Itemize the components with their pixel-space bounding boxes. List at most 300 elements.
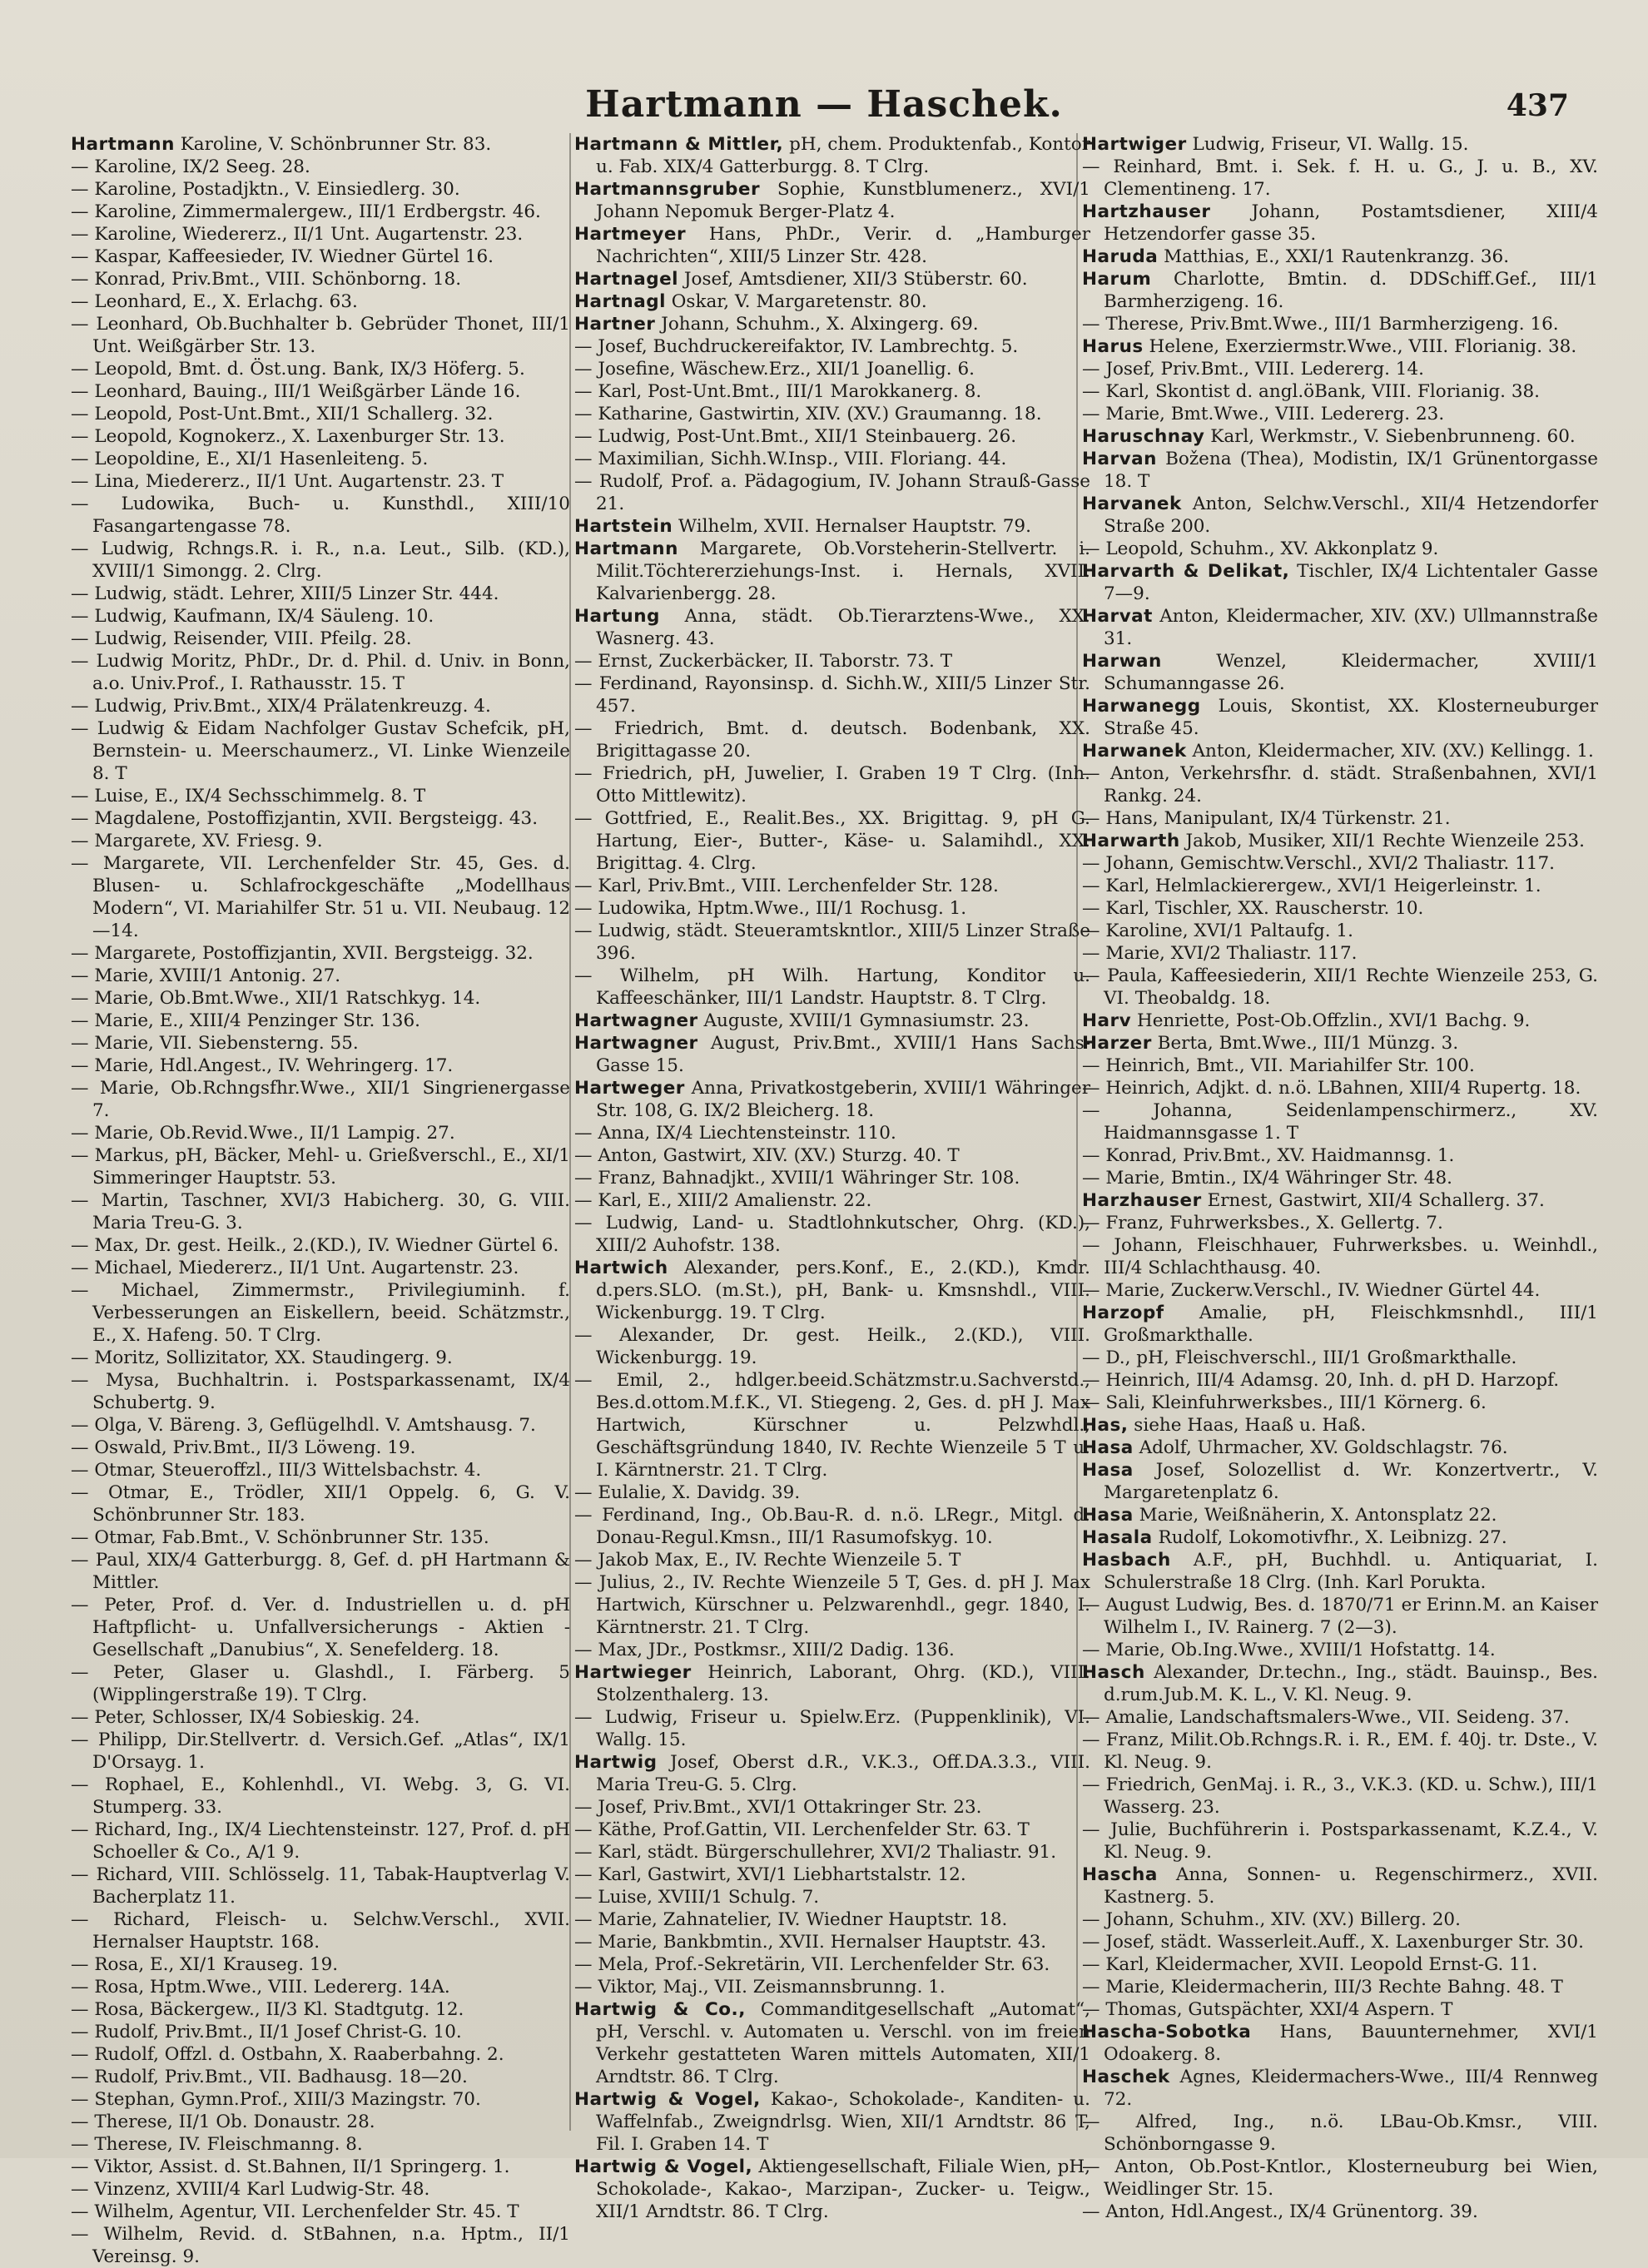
entry-text: Margarete, Ob.Vorsteherin-Stellvertr. i. Milit.Töchtererziehungs-Inst. i. Hernals, XVII. Kalvarienbergg. 28.	[596, 538, 1090, 604]
entry-text: — Magdalene, Postoffizjantin, XVII. Bergsteigg. 43.	[71, 808, 539, 829]
directory-entry	[71, 695, 570, 717]
directory-entry	[71, 2066, 570, 2088]
directory-entry	[1082, 1010, 1598, 1032]
entry-heading-name: Harwan	[1082, 651, 1162, 672]
entry-text: — Marie, XVI/2 Thaliastr. 117.	[1082, 943, 1358, 964]
directory-entry	[71, 942, 570, 965]
entry-text: — Therese, II/1 Ob. Donaustr. 28.	[71, 2112, 375, 2132]
directory-entry	[71, 493, 570, 538]
directory-entry	[574, 223, 1090, 268]
directory-entry	[1082, 1526, 1598, 1549]
directory-entry	[574, 380, 1090, 403]
entry-text: — Ludwig, Priv.Bmt., XIX/4 Prälatenkreuzg. 4.	[71, 696, 491, 717]
entry-text: — Marie, VII. Siebensterng. 55.	[71, 1033, 359, 1054]
directory-entry	[1082, 448, 1598, 493]
directory-entry	[71, 1055, 570, 1077]
directory-entry	[1082, 740, 1598, 762]
entry-text: — Ludwig, Rchngs.R. i. R., n.a. Leut., Silb. (KD.), XVIII/1 Simongg. 2. Clrg.	[71, 538, 570, 582]
entry-text: — Anna, IX/4 Liechtensteinstr. 110.	[574, 1123, 896, 1144]
directory-entry	[1082, 268, 1598, 313]
directory-entry	[71, 201, 570, 223]
entry-text: — Kaspar, Kaffeesieder, IV. Wiedner Gürtel 16.	[71, 246, 494, 267]
entry-text: Agnes, Kleidermachers-Wwe., III/4 Rennweg 72.	[1104, 2067, 1598, 2110]
directory-entry	[71, 2223, 570, 2268]
entry-text: — Richard, VIII. Schlösselg. 11, Tabak-Hauptverlag V. Bacherplatz 11.	[71, 1864, 570, 1908]
entry-text: Anton, Selchw.Verschl., XII/4 Hetzendorfer Straße 200.	[1104, 494, 1598, 537]
entry-text: — Karl, Kleidermacher, XVII. Leopold Ernst-G. 11.	[1082, 1954, 1538, 1975]
directory-entry	[574, 605, 1090, 650]
directory-entry	[1082, 1212, 1598, 1234]
directory-entry	[574, 403, 1090, 425]
directory-entry	[1082, 1819, 1598, 1864]
directory-entry	[1082, 1459, 1598, 1504]
directory-entry	[71, 987, 570, 1010]
directory-entry	[71, 425, 570, 448]
entry-heading-name: Hartwig & Vogel,	[574, 2089, 761, 2110]
entry-text: — Alfred, Ing., n.ö. LBau-Ob.Kmsr., VIII. Schönborngasse 9.	[1082, 2112, 1598, 2155]
directory-entry	[1082, 650, 1598, 695]
entry-text: — Johann, Gemischtw.Verschl., XVI/2 Thaliastr. 117.	[1082, 853, 1555, 874]
directory-entry	[574, 2088, 1090, 2156]
directory-entry	[71, 1549, 570, 1594]
entry-text: — Johann, Schuhm., XIV. (XV.) Billerg. 20.	[1082, 1909, 1461, 1930]
entry-text: Johann, Postamtsdiener, XIII/4 Hetzendorfer gasse 35.	[1104, 201, 1598, 245]
directory-entry	[1082, 695, 1598, 740]
entry-heading-name: Harvarth & Delikat,	[1082, 561, 1290, 582]
entry-text: Karoline, V. Schönbrunner Str. 83.	[174, 134, 492, 155]
directory-entry	[1082, 1661, 1598, 1706]
directory-entry	[1082, 1189, 1598, 1212]
entry-text: — Viktor, Maj., VII. Zeismannsbrunng. 1.	[574, 1977, 946, 1998]
directory-entry	[71, 1189, 570, 1234]
directory-entry	[574, 1212, 1090, 1257]
directory-entry	[1082, 1167, 1598, 1189]
directory-entry	[71, 290, 570, 313]
directory-entry	[1082, 852, 1598, 875]
directory-entry	[574, 290, 1090, 313]
directory-entry	[574, 1504, 1090, 1549]
entry-text: — Julius, 2., IV. Rechte Wienzeile 5 T, Ges. d. pH J. Max Hartwich, Kürschner u. Pelzwarenhdl., gegr. 1840, I. Kärntnerstr. 21. T Clrg.	[574, 1572, 1090, 1638]
entry-heading-name: Hartner	[574, 314, 656, 335]
entry-heading-name: Hartwig	[574, 1752, 658, 1773]
entry-text: — Viktor, Assist. d. St.Bahnen, II/1 Springerg. 1.	[71, 2156, 510, 2177]
entry-text: Hans, PhDr., Verir. d. „Hamburger Nachrichten“, XIII/5 Linzer Str. 428.	[596, 224, 1090, 267]
entry-text: — Karl, Helmlackierergew., XVI/1 Heigerleinstr. 1.	[1082, 876, 1541, 896]
entry-heading-name: Hasa	[1082, 1437, 1134, 1458]
entry-heading-name: Hasch	[1082, 1662, 1145, 1683]
directory-entry	[574, 1032, 1090, 1077]
directory-entry	[71, 1369, 570, 1414]
directory-entry	[574, 1639, 1090, 1661]
entry-heading-name: Harvanek	[1082, 494, 1182, 514]
directory-entry	[1082, 1504, 1598, 1526]
directory-entry	[574, 1167, 1090, 1189]
entry-heading-name: Harv	[1082, 1010, 1132, 1031]
entry-text: — Ludwig, Land- u. Stadtlohnkutscher, Ohrg. (KD.), XIII/2 Auhofstr. 138.	[574, 1213, 1090, 1256]
directory-entry	[574, 178, 1090, 223]
directory-entry	[71, 268, 570, 290]
entry-text: — Wilhelm, Revid. d. StBahnen, n.a. Hptm., II/1 Vereinsg. 9.	[71, 2224, 570, 2267]
entry-text: — Ludwig, Reisender, VIII. Pfeilg. 28.	[71, 628, 412, 649]
entry-text: — Karoline, Wiedererz., II/1 Unt. Augartenstr. 23.	[71, 224, 524, 245]
entry-text: — Paula, Kaffeesiederin, XII/1 Rechte Wienzeile 253, G. VI. Theobaldg. 18.	[1082, 965, 1598, 1009]
directory-entry	[1082, 1279, 1598, 1302]
directory-entry	[1082, 246, 1598, 268]
entry-text: — Ernst, Zuckerbäcker, II. Taborstr. 73. T	[574, 651, 953, 672]
entry-text: Anna, städt. Ob.Tierarztens-Wwe., XX. Wasnerg. 43.	[596, 606, 1090, 649]
entry-text: — Markus, pH, Bäcker, Mehl- u. Grießverschl., E., XI/1 Simmeringer Hauptstr. 53.	[71, 1145, 570, 1189]
directory-entry	[71, 852, 570, 942]
directory-entry	[574, 470, 1090, 515]
entry-text: — Marie, Bmt.Wwe., VIII. Ledererg. 23.	[1082, 404, 1445, 424]
entry-text: — Leopold, Schuhm., XV. Akkonplatz 9.	[1082, 538, 1439, 559]
entry-text: — Leonhard, Bauing., III/1 Weißgärber Lände 16.	[71, 381, 521, 402]
directory-entry	[574, 1796, 1090, 1819]
entry-text: — Ludwig, städt. Lehrer, XIII/5 Linzer Str. 444.	[71, 583, 499, 604]
directory-entry	[1082, 133, 1598, 156]
entry-text: — Friedrich, GenMaj. i. R., 3., V.K.3. (KD. u. Schw.), III/1 Wasserg. 23.	[1082, 1774, 1598, 1818]
entry-text: — Marie, Zuckerw.Verschl., IV. Wiedner Gürtel 44.	[1082, 1280, 1541, 1301]
entry-heading-name: Has,	[1082, 1415, 1129, 1436]
directory-entry	[574, 1841, 1090, 1864]
entry-text: — Karl, städt. Bürgerschullehrer, XVI/2 Thaliastr. 91.	[574, 1842, 1057, 1863]
directory-entry	[1082, 538, 1598, 560]
entry-text: — Heinrich, Adjkt. d. n.ö. LBahnen, XIII/4 Rupertg. 18.	[1082, 1078, 1581, 1099]
directory-entry	[1082, 1099, 1598, 1144]
entry-heading-name: Harzopf	[1082, 1303, 1164, 1323]
directory-entry	[574, 515, 1090, 538]
directory-entry	[574, 1144, 1090, 1167]
entry-text: Josef, Amtsdiener, XII/3 Stüberstr. 60.	[678, 269, 1028, 290]
directory-entry	[71, 1414, 570, 1437]
directory-entry	[1082, 2021, 1598, 2066]
entry-text: — Leopold, Post-Unt.Bmt., XII/1 Schallerg. 32.	[71, 404, 494, 424]
entry-text: siehe Haas, Haaß u. Haß.	[1128, 1415, 1367, 1436]
entry-text: A.F., pH, Buchhdl. u. Antiquariat, I. Schulerstraße 18 Clrg. (Inh. Karl Porukta.	[1104, 1550, 1598, 1593]
directory-entry	[1082, 807, 1598, 830]
entry-text: — Martin, Taschner, XVI/3 Habicherg. 30, G. VIII. Maria Treu-G. 3.	[71, 1190, 570, 1233]
entry-text: Matthias, E., XXI/1 Rautenkranzg. 36.	[1158, 246, 1510, 267]
directory-entry	[71, 1032, 570, 1055]
entry-heading-name: Haruda	[1082, 246, 1159, 267]
directory-entry	[574, 1931, 1090, 1953]
entry-text: — Käthe, Prof.Gattin, VII. Lerchenfelder Str. 63. T	[574, 1819, 1030, 1840]
directory-entry	[1082, 762, 1598, 807]
entry-text: — Ludwig, Kaufmann, IX/4 Säuleng. 10.	[71, 606, 434, 627]
entry-text: Wilhelm, XVII. Hernalser Hauptstr. 79.	[673, 516, 1031, 537]
entry-text: Adolf, Uhrmacher, XV. Goldschlagstr. 76.	[1133, 1437, 1508, 1458]
entry-text: — Maximilian, Sichh.W.Insp., VIII. Floriang. 44.	[574, 449, 1007, 469]
entry-heading-name: Harum	[1082, 269, 1152, 290]
entry-text: — Gottfried, E., Realit.Bes., XX. Brigittag. 9, pH G. Hartung, Eier-, Butter-, Käse- u. Salamihdl., XX. Brigittag. 4. Clrg.	[574, 808, 1090, 874]
entry-heading-name: Harwarth	[1082, 831, 1180, 851]
entry-heading-name: Hartwagner	[574, 1033, 698, 1054]
directory-entry	[1082, 425, 1598, 448]
directory-entry	[574, 538, 1090, 605]
directory-entry	[1082, 1864, 1598, 1908]
directory-entry	[1082, 875, 1598, 897]
directory-entry	[574, 1324, 1090, 1369]
directory-entry	[574, 358, 1090, 380]
entry-text: — Franz, Fuhrwerksbes., X. Gellertg. 7.	[1082, 1213, 1443, 1233]
directory-entry	[71, 1729, 570, 1774]
entry-heading-name: Hasa	[1082, 1505, 1134, 1526]
directory-entry	[1082, 156, 1598, 201]
entry-heading-name: Hasala	[1082, 1527, 1153, 1548]
directory-entry	[71, 470, 570, 493]
directory-entry	[1082, 380, 1598, 403]
entry-text: — Paul, XIX/4 Gatterburgg. 8, Gef. d. pH Hartmann & Mittler.	[71, 1550, 570, 1593]
entry-text: — Marie, Zahnatelier, IV. Wiedner Hauptstr. 18.	[574, 1909, 1008, 1930]
directory-entry	[1082, 1437, 1598, 1459]
entry-text: — Josef, Priv.Bmt., VIII. Ledererg. 14.	[1082, 359, 1424, 380]
directory-entry	[71, 133, 570, 156]
entry-text: — Leonhard, E., X. Erlachg. 63.	[71, 291, 358, 312]
directory-entry	[71, 1661, 570, 1706]
entry-heading-name: Hartmann	[574, 538, 678, 559]
entry-text: — Anton, Hdl.Angest., IX/4 Grünentorg. 39.	[1082, 2201, 1478, 2222]
entry-text: — Stephan, Gymn.Prof., XIII/3 Mazingstr. 70.	[71, 2089, 481, 2110]
entry-text: — Alexander, Dr. gest. Heilk., 2.(KD.), VIII. Wickenburgg. 19.	[574, 1325, 1090, 1368]
entry-text: — Marie, Bankbmtin., XVII. Hernalser Hauptstr. 43.	[574, 1932, 1047, 1953]
entry-text: Rudolf, Lokomotivfhr., X. Leibnizg. 27.	[1152, 1527, 1507, 1548]
directory-entry	[71, 1347, 570, 1369]
entry-text: — Konrad, Priv.Bmt., VIII. Schönborng. 18.	[71, 269, 462, 290]
directory-entry	[71, 1908, 570, 1953]
directory-entry	[1082, 920, 1598, 942]
entry-text: — Karoline, Postadjktn., V. Einsiedlerg. 30.	[71, 179, 460, 200]
directory-entry	[71, 538, 570, 583]
directory-entry	[71, 605, 570, 628]
entry-heading-name: Haruschnay	[1082, 426, 1205, 447]
directory-entry	[71, 1010, 570, 1032]
directory-entry	[71, 403, 570, 425]
entry-text: — Josefine, Wäschew.Erz., XII/1 Joanellig. 6.	[574, 359, 975, 380]
directory-entry	[1082, 358, 1598, 380]
entry-text: — Katharine, Gastwirtin, XIV. (XV.) Graumanng. 18.	[574, 404, 1042, 424]
entry-text: — Leonhard, Ob.Buchhalter b. Gebrüder Thonet, III/1 Unt. Weißgärber Str. 13.	[71, 314, 570, 357]
entry-text: — Josef, Buchdruckereifaktor, IV. Lambrechtg. 5.	[574, 336, 1019, 357]
directory-entry	[1082, 1032, 1598, 1055]
directory-entry	[574, 1819, 1090, 1841]
entry-text: — Marie, E., XIII/4 Penzinger Str. 136.	[71, 1010, 420, 1031]
entry-text: — Johann, Fleischhauer, Fuhrwerksbes. u. Weinhdl., III/4 Schlachthausg. 40.	[1082, 1235, 1598, 1278]
directory-entry	[71, 1706, 570, 1729]
running-head: Hartmann — Haschek.	[585, 83, 1063, 126]
entry-text: — Ludwig, städt. Steueramtskntlor., XIII/5 Linzer Straße 396.	[574, 921, 1090, 964]
entry-text: — Marie, Bmtin., IX/4 Währinger Str. 48.	[1082, 1168, 1452, 1189]
entry-text: — Rosa, Hptm.Wwe., VIII. Ledererg. 14A.	[71, 1977, 450, 1998]
directory-entry	[574, 2156, 1090, 2223]
entry-heading-name: Haschek	[1082, 2067, 1170, 2087]
entry-text: Anton, Kleidermacher, XIV. (XV.) Kellingg. 1.	[1186, 741, 1594, 762]
entry-heading-name: Harus	[1082, 336, 1144, 357]
directory-entry	[71, 313, 570, 358]
directory-entry	[574, 762, 1090, 807]
entry-text: Kakao-, Schokolade-, Kanditen- u. Waffelnfab., Zweigndrlsg. Wien, XII/1 Arndtstr. 86 T, Fil. I. Graben 14. T	[596, 2089, 1090, 2155]
directory-entry	[1082, 313, 1598, 335]
entry-heading-name: Harzer	[1082, 1033, 1152, 1054]
entry-text: — Emil, 2., hdlger.beeid.Schätzmstr.u.Sachverstd., Bes.d.ottom.M.f.K., VI. Stiegeng. 2, Ges. d. pH J. Max Hartwich, Kürschner u. Pelzwhdl., Geschäftsgründung 1840, IV. Rechte Wienzeile 5 T u. I. Kärntnerstr. 21. T Clrg.	[574, 1370, 1090, 1481]
entry-text: — Franz, Bahnadjkt., XVIII/1 Währinger Str. 108.	[574, 1168, 1020, 1189]
entry-text: — Eulalie, X. Davidg. 39.	[574, 1482, 801, 1503]
entry-text: — Otmar, E., Trödler, XII/1 Oppelg. 6, G. V. Schönbrunner Str. 183.	[71, 1482, 570, 1526]
directory-entry	[71, 1481, 570, 1526]
entry-text: — Luise, E., IX/4 Sechsschimmelg. 8. T	[71, 786, 426, 806]
directory-entry	[1082, 1347, 1598, 1369]
entry-heading-name: Harwanegg	[1082, 696, 1201, 717]
directory-entry	[71, 380, 570, 403]
directory-entry	[71, 830, 570, 852]
entry-text: Wenzel, Kleidermacher, XVIII/1 Schumanngasse 26.	[1104, 651, 1598, 694]
entry-heading-name: Hartnagl	[574, 291, 666, 312]
directory-entry	[71, 1998, 570, 2021]
entry-text: — Leopold, Kognokerz., X. Laxenburger Str. 13.	[71, 426, 505, 447]
entry-text: Ernest, Gastwirt, XII/4 Schallerg. 37.	[1201, 1190, 1545, 1211]
entry-text: Sophie, Kunstblumenerz., XVI/1 Johann Nepomuk Berger-Platz 4.	[596, 179, 1090, 222]
directory-entry	[574, 448, 1090, 470]
entry-text: Božena (Thea), Modistin, IX/1 Grünentorgasse 18. T	[1104, 449, 1598, 492]
entry-text: — Heinrich, Bmt., VII. Mariahilfer Str. 100.	[1082, 1055, 1475, 1076]
directory-entry	[574, 1751, 1090, 1796]
entry-text: — Wilhelm, Agentur, VII. Lerchenfelder Str. 45. T	[71, 2201, 519, 2222]
directory-entry	[1082, 2066, 1598, 2111]
entry-text: — Rosa, E., XI/1 Krauseg. 19.	[71, 1954, 339, 1975]
entry-text: — Marie, Ob.Rchngsfhr.Wwe., XII/1 Singrienergasse 7.	[71, 1078, 570, 1121]
directory-entry	[71, 1459, 570, 1481]
entry-text: Oskar, V. Margaretenstr. 80.	[665, 291, 927, 312]
entry-text: — Ludwig, Post-Unt.Bmt., XII/1 Steinbauerg. 26.	[574, 426, 1017, 447]
entry-text: — Ferdinand, Ing., Ob.Bau-R. d. n.ö. LRegr., Mitgl. d. Donau-Regul.Kmsn., III/1 Rasumofskyg. 10.	[574, 1505, 1090, 1548]
entry-text: — Peter, Schlosser, IX/4 Sobieskig. 24.	[71, 1707, 420, 1728]
entry-heading-name: Hartnagel	[574, 269, 679, 290]
entry-text: Helene, Exerziermstr.Wwe., VIII. Florianig. 38.	[1143, 336, 1577, 357]
entry-text: — Mysa, Buchhaltrin. i. Postsparkassenamt, IX/4 Schubertg. 9.	[71, 1370, 570, 1413]
entry-text: Josef, Solozellist d. Wr. Konzertvertr., V. Margaretenplatz 6.	[1104, 1460, 1598, 1503]
directory-entry	[71, 965, 570, 987]
entry-heading-name: Hascha-Sobotka	[1082, 2022, 1252, 2042]
entry-text: — Rudolf, Offzl. d. Ostbahn, X. Raaberbahng. 2.	[71, 2044, 504, 2065]
entry-text: — Mela, Prof.-Sekretärin, VII. Lerchenfelder Str. 63.	[574, 1954, 1050, 1975]
entry-text: — Ludwig Moritz, PhDr., Dr. d. Phil. d. Univ. in Bonn, a.o. Univ.Prof., I. Rathausstr. 15. T	[71, 651, 570, 694]
entry-text: pH, chem. Produktenfab., Kontor u. Fab. XIX/4 Gatterburgg. 8. T Clrg.	[596, 134, 1090, 177]
entry-text: Marie, Weißnäherin, X. Antonsplatz 22.	[1133, 1505, 1497, 1526]
entry-text: — Rophael, E., Kohlenhdl., VI. Webg. 3, G. VI. Stumperg. 33.	[71, 1774, 570, 1818]
entry-text: — Karoline, Zimmermalergew., III/1 Erdbergstr. 46.	[71, 201, 541, 222]
entry-text: — Leopold, Bmt. d. Öst.ung. Bank, IX/3 Höferg. 5.	[71, 359, 525, 380]
entry-text: — Anton, Verkehrsfhr. d. städt. Straßenbahnen, XVI/1 Rankg. 24.	[1082, 763, 1598, 806]
directory-entry	[574, 807, 1090, 875]
entry-text: Commanditgesellschaft „Automat“, pH, Verschl. v. Automaten u. Verschl. von im freien Verkehr gestatteten Waren mittels Automaten, XII/1 Arndtstr. 86. T Clrg.	[596, 1999, 1090, 2087]
directory-entry	[1082, 493, 1598, 538]
directory-entry	[71, 1526, 570, 1549]
entry-text: Charlotte, Bmtin. d. DDSchiff.Gef., III/1 Barmherzigeng. 16.	[1104, 269, 1598, 312]
entry-text: — Richard, Ing., IX/4 Liechtensteinstr. 127, Prof. d. pH Schoeller & Co., A/1 9.	[71, 1819, 570, 1863]
entry-text: — Marie, Ob.Revid.Wwe., II/1 Lampig. 27.	[71, 1123, 455, 1144]
entry-text: — Sali, Kleinfuhrwerksbes., III/1 Körnerg. 6.	[1082, 1392, 1487, 1413]
directory-entry	[574, 133, 1090, 178]
entry-text: — Marie, Hdl.Angest., IV. Wehringerg. 17.	[71, 1055, 454, 1076]
directory-entry	[1082, 965, 1598, 1010]
directory-entry	[574, 650, 1090, 672]
directory-entry	[71, 223, 570, 246]
directory-entry	[574, 268, 1090, 290]
directory-entry	[71, 1594, 570, 1661]
entry-text: — Michael, Miedererz., II/1 Unt. Augartenstr. 23.	[71, 1258, 519, 1278]
directory-entry	[71, 1976, 570, 1998]
directory-entry	[574, 1908, 1090, 1931]
directory-entry	[574, 1571, 1090, 1639]
directory-entry	[71, 628, 570, 650]
directory-entry	[1082, 1077, 1598, 1099]
entry-text: — Max, Dr. gest. Heilk., 2.(KD.), IV. Wiedner Gürtel 6.	[71, 1235, 559, 1256]
entry-text: Amalie, pH, Fleischkmsnhdl., III/1 Großmarkthalle.	[1104, 1303, 1598, 1346]
directory-entry	[71, 156, 570, 178]
entry-text: Karl, Werkmstr., V. Siebenbrunneng. 60.	[1204, 426, 1576, 447]
directory-entry	[1082, 1706, 1598, 1729]
entry-text: — Otmar, Steueroffzl., III/3 Wittelsbachstr. 4.	[71, 1460, 482, 1481]
entry-text: — Moritz, Sollizitator, XX. Staudingerg. 9.	[71, 1347, 453, 1368]
entry-text: — Karl, Post-Unt.Bmt., III/1 Marokkanerg. 8.	[574, 381, 982, 402]
entry-text: — Richard, Fleisch- u. Selchw.Verschl., XVII. Hernalser Hauptstr. 168.	[71, 1909, 570, 1953]
entry-text: Alexander, pers.Konf., E., 2.(KD.), Kmdr. d.pers.SLO. (m.St.), pH, Bank- u. Kmsnshdl., VIII. Wickenburgg. 19. T Clrg.	[596, 1258, 1090, 1323]
directory-entry	[574, 965, 1090, 1010]
entry-text: Auguste, XVIII/1 Gymnasiumstr. 23.	[697, 1010, 1030, 1031]
directory-column-1	[71, 133, 570, 2267]
directory-entry	[574, 1661, 1090, 1706]
directory-entry	[1082, 897, 1598, 920]
directory-entry	[71, 2156, 570, 2178]
entry-text: Anna, Sonnen- u. Regenschirmerz., XVII. Kastnerg. 5.	[1104, 1864, 1598, 1908]
directory-entry	[71, 246, 570, 268]
entry-heading-name: Hartwiger	[1082, 134, 1187, 155]
entry-text: Heinrich, Laborant, Ohrg. (KD.), VIII. Stolzenthalerg. 13.	[596, 1662, 1090, 1705]
directory-entry	[71, 807, 570, 830]
entry-text: Johann, Schuhm., X. Alxingerg. 69.	[655, 314, 979, 335]
entry-text: — Friedrich, pH, Juwelier, I. Graben 19 T Clrg. (Inh. Otto Mittlewitz).	[574, 763, 1090, 806]
entry-text: — Rudolf, Prof. a. Pädagogium, IV. Johann Strauß-Gasse 21.	[574, 471, 1090, 514]
directory-entry	[574, 875, 1090, 897]
directory-entry	[574, 1189, 1090, 1212]
directory-entry	[1082, 1234, 1598, 1279]
entry-text: Anton, Kleidermacher, XIV. (XV.) Ullmannstraße 31.	[1104, 606, 1598, 649]
entry-text: — Lina, Miedererz., II/1 Unt. Augartenstr. 23. T	[71, 471, 504, 492]
directory-entry	[71, 717, 570, 785]
entry-text: — Rudolf, Priv.Bmt., II/1 Josef Christ-G. 10.	[71, 2022, 462, 2042]
entry-text: — Luise, XVIII/1 Schulg. 7.	[574, 1887, 820, 1908]
entry-text: — Otmar, Fab.Bmt., V. Schönbrunner Str. 135.	[71, 1527, 489, 1548]
entry-heading-name: Hasa	[1082, 1460, 1134, 1481]
entry-text: — August Ludwig, Bes. d. 1870/71 er Erinn.M. an Kaiser Wilhelm I., IV. Rainerg. 7 (2—3).	[1082, 1595, 1598, 1638]
entry-heading-name: Hartweger	[574, 1078, 685, 1099]
entry-text: — Karl, E., XIII/2 Amalienstr. 22.	[574, 1190, 872, 1211]
directory-entry	[71, 1953, 570, 1976]
directory-entry	[574, 1122, 1090, 1144]
entry-text: — Margarete, Postoffizjantin, XVII. Bergsteigg. 32.	[71, 943, 534, 964]
directory-entry	[1082, 1729, 1598, 1774]
entry-text: — Karl, Tischler, XX. Rauscherstr. 10.	[1082, 898, 1424, 919]
entry-text: — Rudolf, Priv.Bmt., VII. Badhausg. 18—20.	[71, 2067, 468, 2087]
directory-entry	[574, 1549, 1090, 1571]
entry-text: — Therese, Priv.Bmt.Wwe., III/1 Barmherzigeng. 16.	[1082, 314, 1559, 335]
directory-entry	[71, 1144, 570, 1189]
directory-entry	[574, 672, 1090, 717]
directory-entry	[574, 897, 1090, 920]
directory-entry	[574, 1953, 1090, 1976]
directory-column-3	[1082, 133, 1598, 2222]
directory-entry	[71, 650, 570, 695]
directory-entry	[71, 1122, 570, 1144]
